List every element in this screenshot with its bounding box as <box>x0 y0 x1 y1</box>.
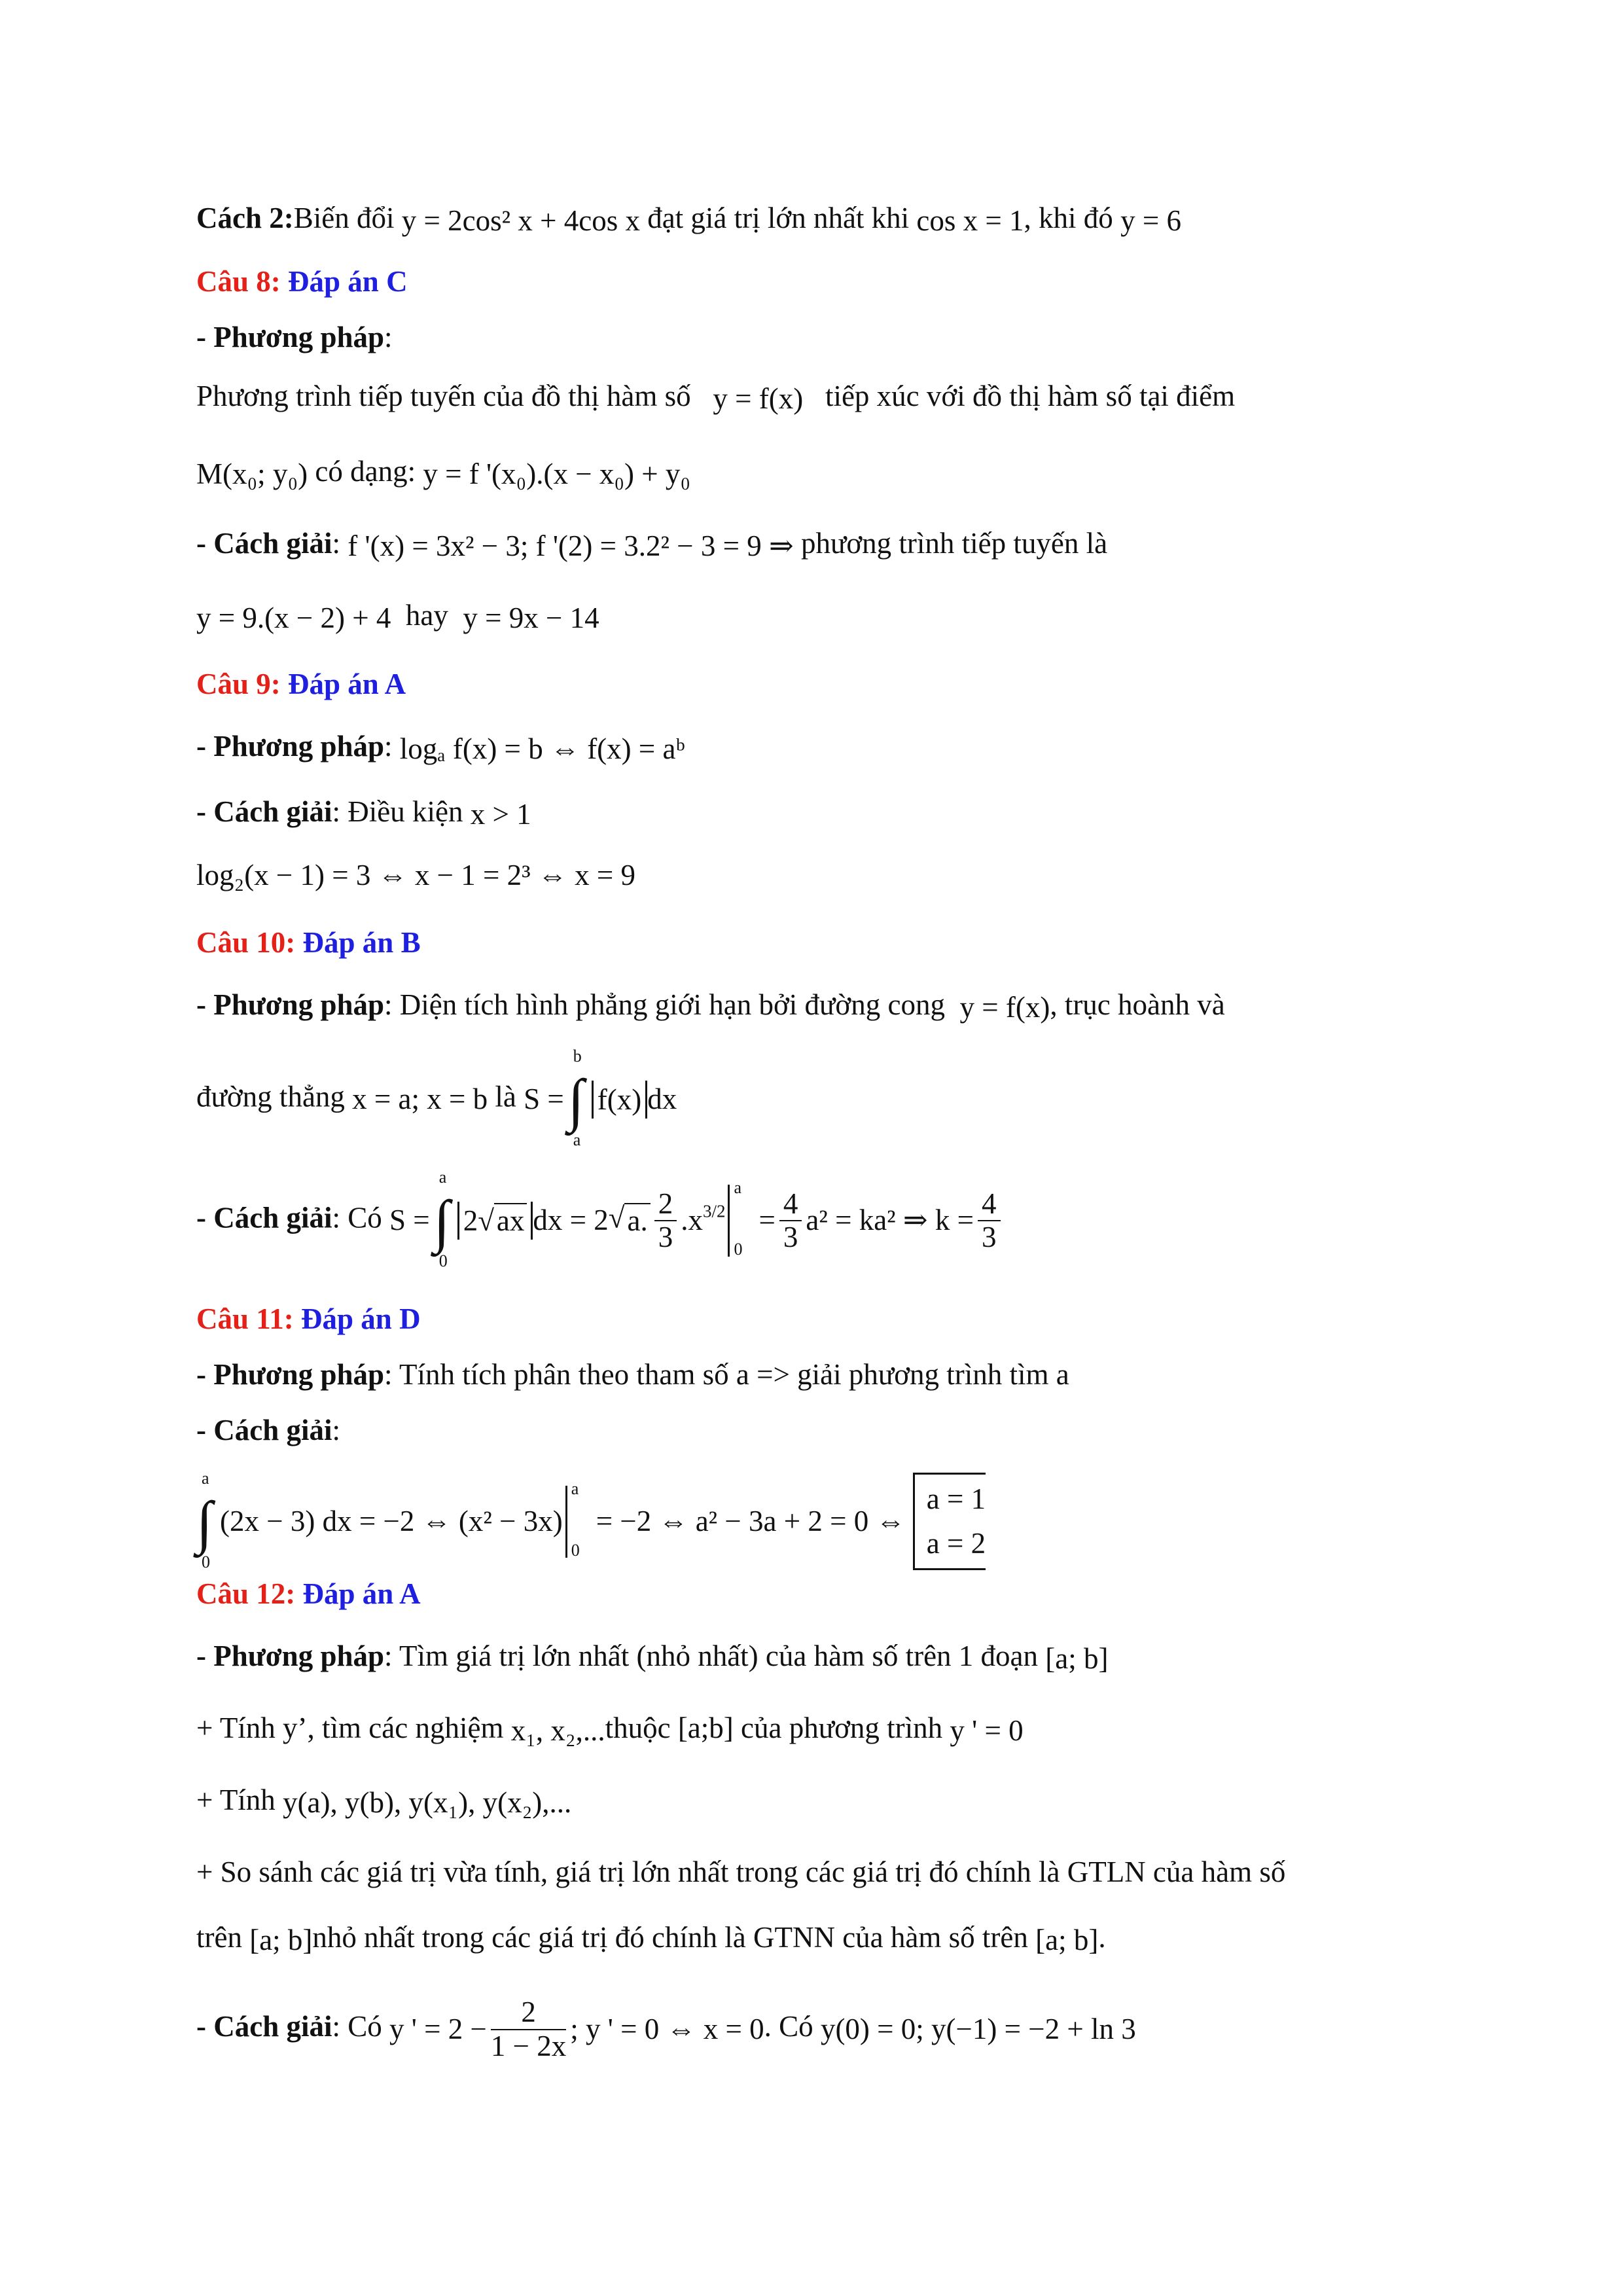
text: đạt giá trị lớn nhất khi <box>647 202 910 234</box>
q12-solution-line: - Cách giải: Có y ' = 2 − $\frac{2}{1 - 2x}$ ; y ' = 0 ⇔ x = 0. Có y(0) = 0; y(−1) = −2 + ln 3 <box>196 1996 1136 2062</box>
text: nhỏ nhất trong các giá trị đó chính là GTNN của hàm số trên <box>312 1921 1028 1954</box>
fraction: $\frac{4}{3}$ <box>978 1188 1001 1254</box>
text: thuộc [a;b] của phương trình <box>605 1712 943 1744</box>
text: . <box>1098 1921 1106 1954</box>
q11-solution-label-line: - Cách giải: <box>196 1414 341 1446</box>
q8-solution-line-2 <box>196 599 599 636</box>
question-number: Câu 12: <box>196 1577 296 1610</box>
document-page <box>196 0 1427 2296</box>
method-label: - Phương pháp <box>196 1358 385 1391</box>
answer-label: Đáp án A <box>288 668 406 700</box>
text: Điều kiện <box>348 795 463 828</box>
text: có dạng: <box>315 455 416 488</box>
text: phương trình tiếp tuyến là <box>800 527 1108 560</box>
math: y = 9.(x − 2) + 4 <box>196 601 391 634</box>
question-12-heading <box>196 1577 421 1611</box>
exponent: 3/2 <box>702 1201 726 1221</box>
q10-method-line-1: - Phương pháp: Diện tích hình phẳng giới hạn bởi đường cong y = f(x), trục hoành và <box>196 988 1225 1024</box>
math: .x <box>681 1204 703 1237</box>
math: a. <box>624 1203 650 1238</box>
question-10-heading <box>196 926 421 960</box>
text: Tìm giá trị lớn nhất (nhỏ nhất) của hàm số trên 1 đoạn <box>399 1640 1039 1672</box>
math: ; y ' = 0 ⇔ x = 0 <box>570 2012 764 2045</box>
text: Tính tích phân theo tham số a => giải phương trình tìm a <box>399 1358 1069 1391</box>
q12-step-2 <box>196 1784 571 1820</box>
math: y = 2cos² x + 4cos x <box>401 204 640 237</box>
solution-label: - Cách giải <box>196 1201 332 1234</box>
evaluation-bar: a 0 <box>565 1486 591 1558</box>
math: (2x − 3) dx = −2 ⇔ (x² − 3x) <box>220 1504 563 1537</box>
question-number: Câu 8: <box>196 265 281 298</box>
text: . Có <box>764 2009 813 2043</box>
math: M(x₀; y₀) <box>196 457 308 490</box>
q11-method-line: - Phương pháp: Tính tích phân theo tham số a => giải phương trình tìm a <box>196 1358 1069 1391</box>
text: tiếp xúc với đồ thị hàm số tại điểm <box>825 380 1236 412</box>
text: Diện tích hình phẳng giới hạn bởi đường cong <box>399 988 945 1021</box>
q9-method-line: - Phương pháp: logₐ f(x) = b ⇔ f(x) = aᵇ <box>196 730 685 765</box>
q12-step-3 <box>196 1856 1285 1890</box>
integral-lower: 0 <box>438 1251 448 1270</box>
method-label: - Phương pháp <box>196 1640 385 1672</box>
q11-solution-math <box>196 1468 986 1571</box>
text: , khi đó <box>1024 202 1113 234</box>
text: hay <box>405 599 448 632</box>
q10-method-line-2 <box>196 1047 677 1149</box>
q12-step-1 <box>196 1712 1024 1748</box>
math: y ' = 0 <box>950 1713 1024 1747</box>
math: x = a; x = b <box>352 1083 488 1116</box>
solution-label: - Cách giải <box>196 1414 332 1446</box>
cach2-line <box>196 202 1181 238</box>
math: x₁, x₂,... <box>510 1713 605 1747</box>
text: + Tính <box>196 1784 276 1816</box>
answer-label: Đáp án A <box>302 1577 421 1610</box>
fraction: $\frac{4}{3}$ <box>779 1188 802 1254</box>
q9-solution-line-2 <box>196 856 635 893</box>
integral-sign: a ∫ 0 <box>196 1468 213 1571</box>
math: log₂(x − 1) = 3 ⇔ x − 1 = 2³ ⇔ x = 9 <box>196 858 636 891</box>
q10-solution-line: - Cách giải: Có S = a ∫ 0 2√ax dx = 2√a. $\frac{2}{3}$ $.x^{3/2}$ a 0 = $\frac{4}{3}$ a² = ka² ⇒ k = $\frac{4}{3}$ <box>196 1178 1005 1263</box>
math: [a; b] <box>1045 1641 1109 1675</box>
question-11-heading <box>196 1302 421 1336</box>
q8-solution-line-1: - Cách giải: f '(x) = 3x² − 3; f '(2) = 3.2² − 3 = 9 ⇒ phương trình tiếp tuyến là <box>196 527 1108 562</box>
math: dx = 2 <box>533 1204 609 1237</box>
q9-solution-line-1: - Cách giải: Điều kiện x > 1 <box>196 795 531 831</box>
text: Biến đổi <box>293 202 395 234</box>
text: , trục hoành và <box>1050 988 1225 1021</box>
math: y(0) = 0; y(−1) = −2 + ln 3 <box>820 2012 1136 2045</box>
text: + So sánh các giá trị vừa tính, giá trị lớn nhất trong các giá trị đó chính là GTLN của hàm số <box>196 1856 1286 1888</box>
math: S = <box>524 1083 564 1116</box>
math: logₐ f(x) = b ⇔ f(x) = aᵇ <box>399 732 685 765</box>
method-label-line: - Phương pháp: <box>196 321 393 353</box>
math: 2√ax <box>457 1202 533 1240</box>
solution-label: - Cách giải <box>196 2009 332 2043</box>
text: + Tính y’, tìm các nghiệm <box>196 1712 504 1744</box>
fraction: $\frac{2}{3}$ <box>654 1188 677 1254</box>
math: = <box>758 1204 776 1237</box>
q12-step-4 <box>196 1921 1106 1958</box>
method-label: - Phương pháp <box>196 730 385 762</box>
answer-label: Đáp án B <box>302 926 421 959</box>
math: [a; b] <box>249 1923 313 1956</box>
math: y(a), y(b), y(x₁), y(x₂),... <box>283 1785 572 1819</box>
fraction: $\frac{2}{1 - 2x}$ <box>490 1996 567 2062</box>
evaluation-bar: a 0 <box>728 1185 753 1257</box>
math: S = <box>389 1204 430 1237</box>
text: Phương trình tiếp tuyến của đồ thị hàm số <box>196 380 691 412</box>
math: y = f(x) <box>713 382 804 415</box>
math: [a; b] <box>1035 1923 1099 1956</box>
math: y = f(x) <box>959 990 1050 1024</box>
answer-label: Đáp án D <box>301 1302 421 1335</box>
math: cos x = 1 <box>916 204 1024 237</box>
question-number: Câu 9: <box>196 668 281 700</box>
text: Có <box>348 2009 382 2043</box>
question-number: Câu 10: <box>196 926 296 959</box>
integral-upper: b <box>573 1047 582 1066</box>
math: x > 1 <box>470 797 531 831</box>
math: f '(x) = 3x² − 3; f '(2) = 3.2² − 3 = 9 ⇒ <box>348 529 794 562</box>
math: y = 6 <box>1120 204 1181 237</box>
q12-method-line: - Phương pháp: Tìm giá trị lớn nhất (nhỏ nhất) của hàm số trên 1 đoạn [a; b] <box>196 1640 1109 1675</box>
math: y = 9x − 14 <box>463 601 599 634</box>
question-8-heading <box>196 265 408 299</box>
text: là <box>495 1080 516 1113</box>
math: a² = ka² ⇒ k = <box>806 1204 974 1237</box>
math: y = f '(x₀).(x − x₀) + y₀ <box>423 457 691 490</box>
integral-lower: a <box>573 1130 581 1149</box>
text: trên <box>196 1921 242 1954</box>
math: dx <box>647 1083 677 1116</box>
integral-sign: a ∫ 0 <box>433 1168 450 1270</box>
solution-set-bracket: a = 1 a = 2 <box>913 1473 986 1570</box>
method-label: - Phương pháp <box>196 988 385 1021</box>
answer-label: Đáp án C <box>288 265 408 298</box>
solution-label: - Cách giải <box>196 795 332 828</box>
method-label: - Phương pháp <box>196 321 385 353</box>
math: f(x) <box>592 1081 647 1119</box>
math: = −2 ⇔ a² − 3a + 2 = 0 ⇔ <box>596 1504 906 1537</box>
text: đường thẳng <box>196 1080 345 1113</box>
solution-label: - Cách giải <box>196 527 332 560</box>
question-number: Câu 11: <box>196 1302 294 1335</box>
integral-sign: b ∫ a <box>567 1047 584 1149</box>
q8-method-line-2 <box>196 455 690 492</box>
cach2-label: Cách 2: <box>196 202 294 234</box>
text: Có <box>348 1201 382 1234</box>
q8-method-line-1 <box>196 380 1235 416</box>
question-9-heading <box>196 668 406 702</box>
math: y ' = 2 − <box>389 2012 487 2045</box>
integral-upper: a <box>438 1168 447 1187</box>
